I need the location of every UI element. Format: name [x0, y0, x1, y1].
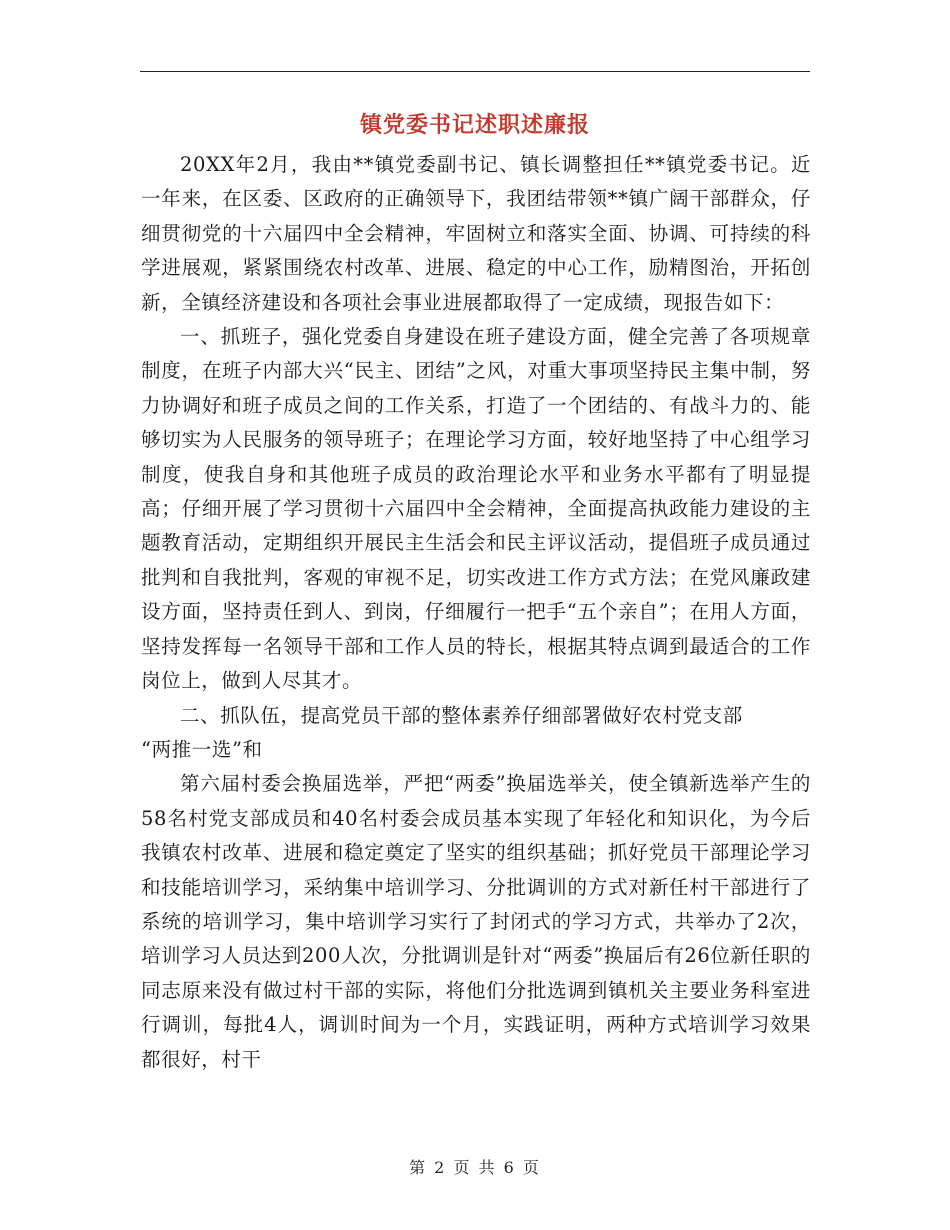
document-title: 镇党委书记述职述廉报 — [359, 112, 590, 138]
header-rule — [140, 71, 810, 72]
document-body — [141, 148, 811, 1077]
paragraph-section-one: 一、抓班子，强化党委自身建设在班子建设方面，健全完善了各项规章制度，在班子内部大兴“民主、团结”之风，对重大事项坚持民主集中制，努力协调好和班子成员之间的工作关系，打造了一个团结的、有战斗力的、能够切实为人民服务的领导班子；在理论学习方面，较好地坚持了中心组学习制度，使我自身和其他班子成员的政治理论水平和业务水平都有了明显提高；仔细开展了学习贯彻十六届四中全会精神，全面提高执政能力建设的主题教育活动，定期组织开展民主生活会和民主评议活动，提倡班子成员通过批判和自我批判，客观的审视不足，切实改进工作方式方法；在党风廉政建设方面，坚持责任到人、到岗，仔细履行一把手“五个亲自”；在用人方面，坚持发挥每一名领导干部和工作人员的特长，根据其特点调到最适合的工作岗位上，做到人尽其才。 — [141, 325, 811, 693]
paragraph-section-two-body: 第六届村委会换届选举，严把“两委”换届选举关，使全镇新选举产生的58名村党支部成员和40名村委会成员基本实现了年轻化和知识化，为今后我镇农村改革、进展和稳定奠定了坚实的组织基础；抓好党员干部理论学习和技能培训学习，采纳集中培训学习、分批调训的方式对新任村干部进行了系统的培训学习，集中培训学习实行了封闭式的学习方式，共举办了2次，培训学习人员达到200人次，分批调训是针对“两委”换届后有26位新任职的同志原来没有做过村干部的实际，将他们分批选调到镇机关主要业务科室进行调训，每批4人，调训时间为一个月，实践证明，两种方式培训学习效果都很好，村干 — [141, 772, 811, 1071]
paragraph-section-two-heading-cont: “两推一选”和 — [141, 737, 263, 761]
paragraph-intro: 20XX年2月，我由**镇党委副书记、镇长调整担任**镇党委书记。近一年来，在区委、区政府的正确领导下，我团结带领**镇广阔干部群众，仔细贯彻党的十六届四中全会精神，牢固树立和落实全面、协调、可持续的科学进展观，紧紧围绕农村改革、进展、稳定的中心工作，励精图治，开拓创新，全镇经济建设和各项社会事业进展都取得了一定成绩，现报告如下： — [141, 153, 811, 314]
paragraph-section-two-heading: 二、抓队伍，提高党员干部的整体素养仔细部署做好农村党支部 — [180, 703, 743, 727]
page-number-footer: 第 2 页 共 6 页 — [409, 1158, 541, 1177]
